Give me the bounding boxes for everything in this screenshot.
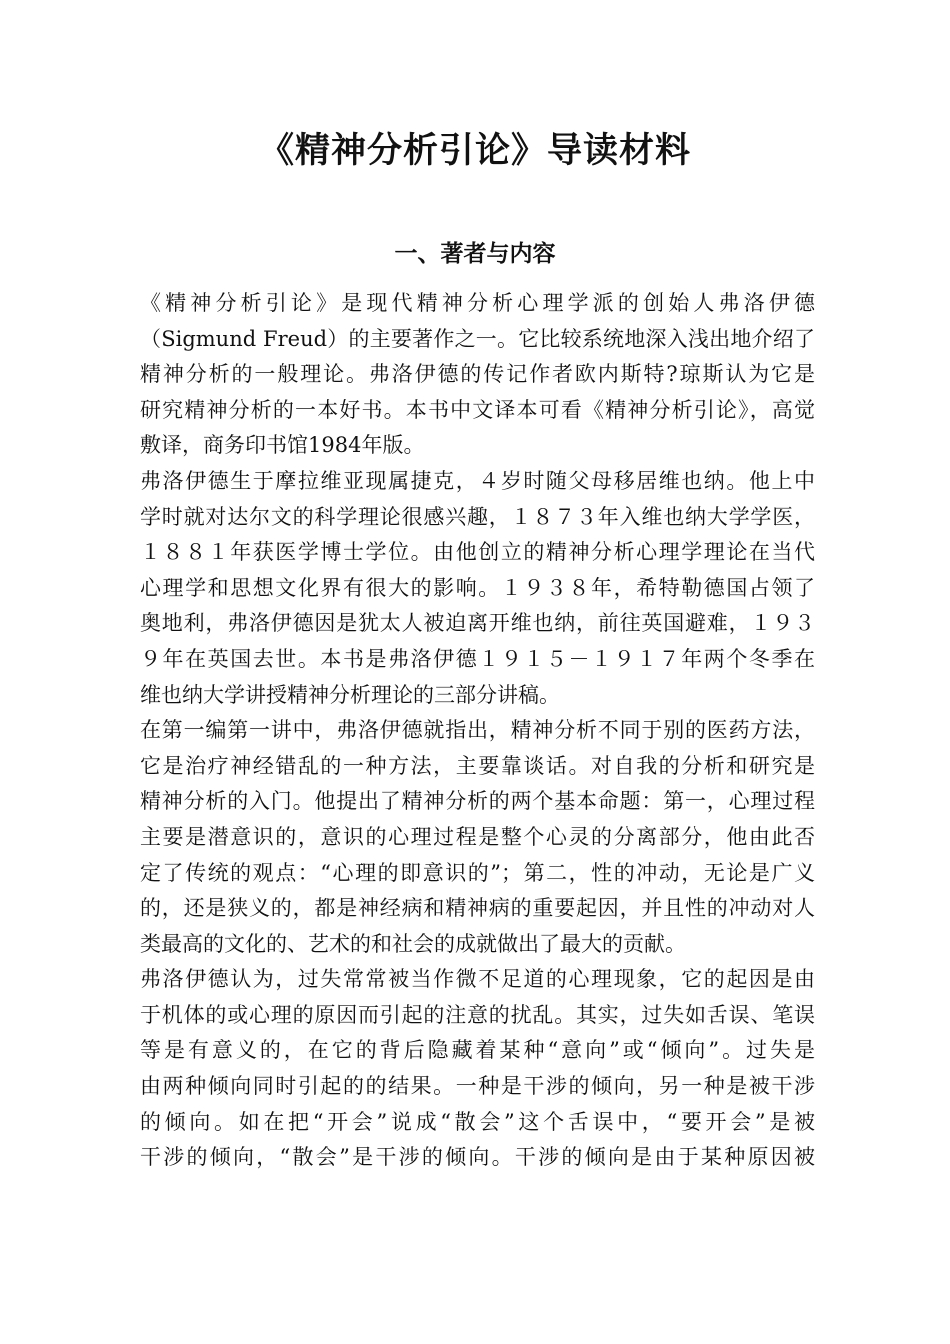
- text-line: 于机体的或心理的原因而引起的注意的扰乱。其实，过失如舌误、笔误: [140, 1002, 815, 1027]
- text-line: 定了传统的观点：“心理的即意识的”；第二，性的冲动，无论是广义: [140, 860, 815, 885]
- text-line: 主要是潜意识的，意识的心理过程是整个心灵的分离部分，他由此否: [140, 824, 815, 849]
- text-line: （Sigmund Freud）的主要著作之一。它比较系统地深入浅出地介绍了: [140, 326, 815, 351]
- text-line: 在第一编第一讲中，弗洛伊德就指出，精神分析不同于别的医药方法，: [140, 718, 815, 743]
- text-line: 弗洛伊德认为，过失常常被当作微不足道的心理现象，它的起因是由: [140, 967, 815, 992]
- paragraph-1: [140, 286, 815, 464]
- text-line: 奥地利，弗洛伊德因是犹太人被迫离开维也纳，前往英国避难，１９３: [140, 611, 815, 636]
- text-line: 精神分析的入门。他提出了精神分析的两个基本命题：第一，心理过程: [140, 789, 815, 814]
- text-line: 维也纳大学讲授精神分析理论的三部分讲稿。: [140, 682, 560, 707]
- text-line: 干涉的倾向，“散会”是干涉的倾向。干涉的倾向是由于某种原因被: [140, 1145, 815, 1170]
- text-line: 敷译，商务印书馆1984年版。: [140, 433, 425, 458]
- document-body: [140, 286, 815, 1176]
- text-line: 它是治疗神经错乱的一种方法，主要靠谈话。对自我的分析和研究是: [140, 753, 815, 778]
- text-line: 研究精神分析的一本好书。本书中文译本可看《精神分析引论》，高觉: [140, 397, 815, 422]
- text-line: 由两种倾向同时引起的的结果。一种是干涉的倾向，另一种是被干涉: [140, 1074, 815, 1099]
- text-line: 类最高的文化的、艺术的和社会的成就做出了最大的贡献。: [140, 931, 686, 956]
- text-line: 学时就对达尔文的科学理论很感兴趣，１８７３年入维也纳大学学医，: [140, 504, 815, 529]
- text-line: 精神分析的一般理论。弗洛伊德的传记作者欧内斯特?琼斯认为它是: [140, 362, 815, 387]
- paragraph-4: [140, 962, 815, 1176]
- paragraph-3: [140, 713, 815, 962]
- document-title: 《精神分析引论》导读材料: [258, 131, 691, 171]
- text-line: 《精神分析引论》是现代精神分析心理学派的创始人弗洛伊德: [140, 291, 815, 315]
- paragraph-2: [140, 464, 815, 713]
- section-heading: 一、著者与内容: [394, 241, 556, 267]
- text-line: 的倾向。如在把“开会”说成“散会”这个舌误中，“要开会”是被: [140, 1109, 815, 1134]
- text-line: ９年在英国去世。本书是弗洛伊德１９１５－１９１７年两个冬季在: [140, 646, 815, 671]
- text-line: 心理学和思想文化界有很大的影响。１９３８年，希特勒德国占领了: [140, 575, 815, 600]
- text-line: １８８１年获医学博士学位。由他创立的精神分析心理学理论在当代: [140, 540, 815, 565]
- text-line: 弗洛伊德生于摩拉维亚现属捷克，４岁时随父母移居维也纳。他上中: [140, 468, 815, 493]
- text-line: 等是有意义的，在它的背后隐藏着某种“意向”或“倾向”。过失是: [140, 1038, 815, 1063]
- text-line: 的，还是狭义的，都是神经病和精神病的重要起因，并且性的冲动对人: [140, 896, 815, 921]
